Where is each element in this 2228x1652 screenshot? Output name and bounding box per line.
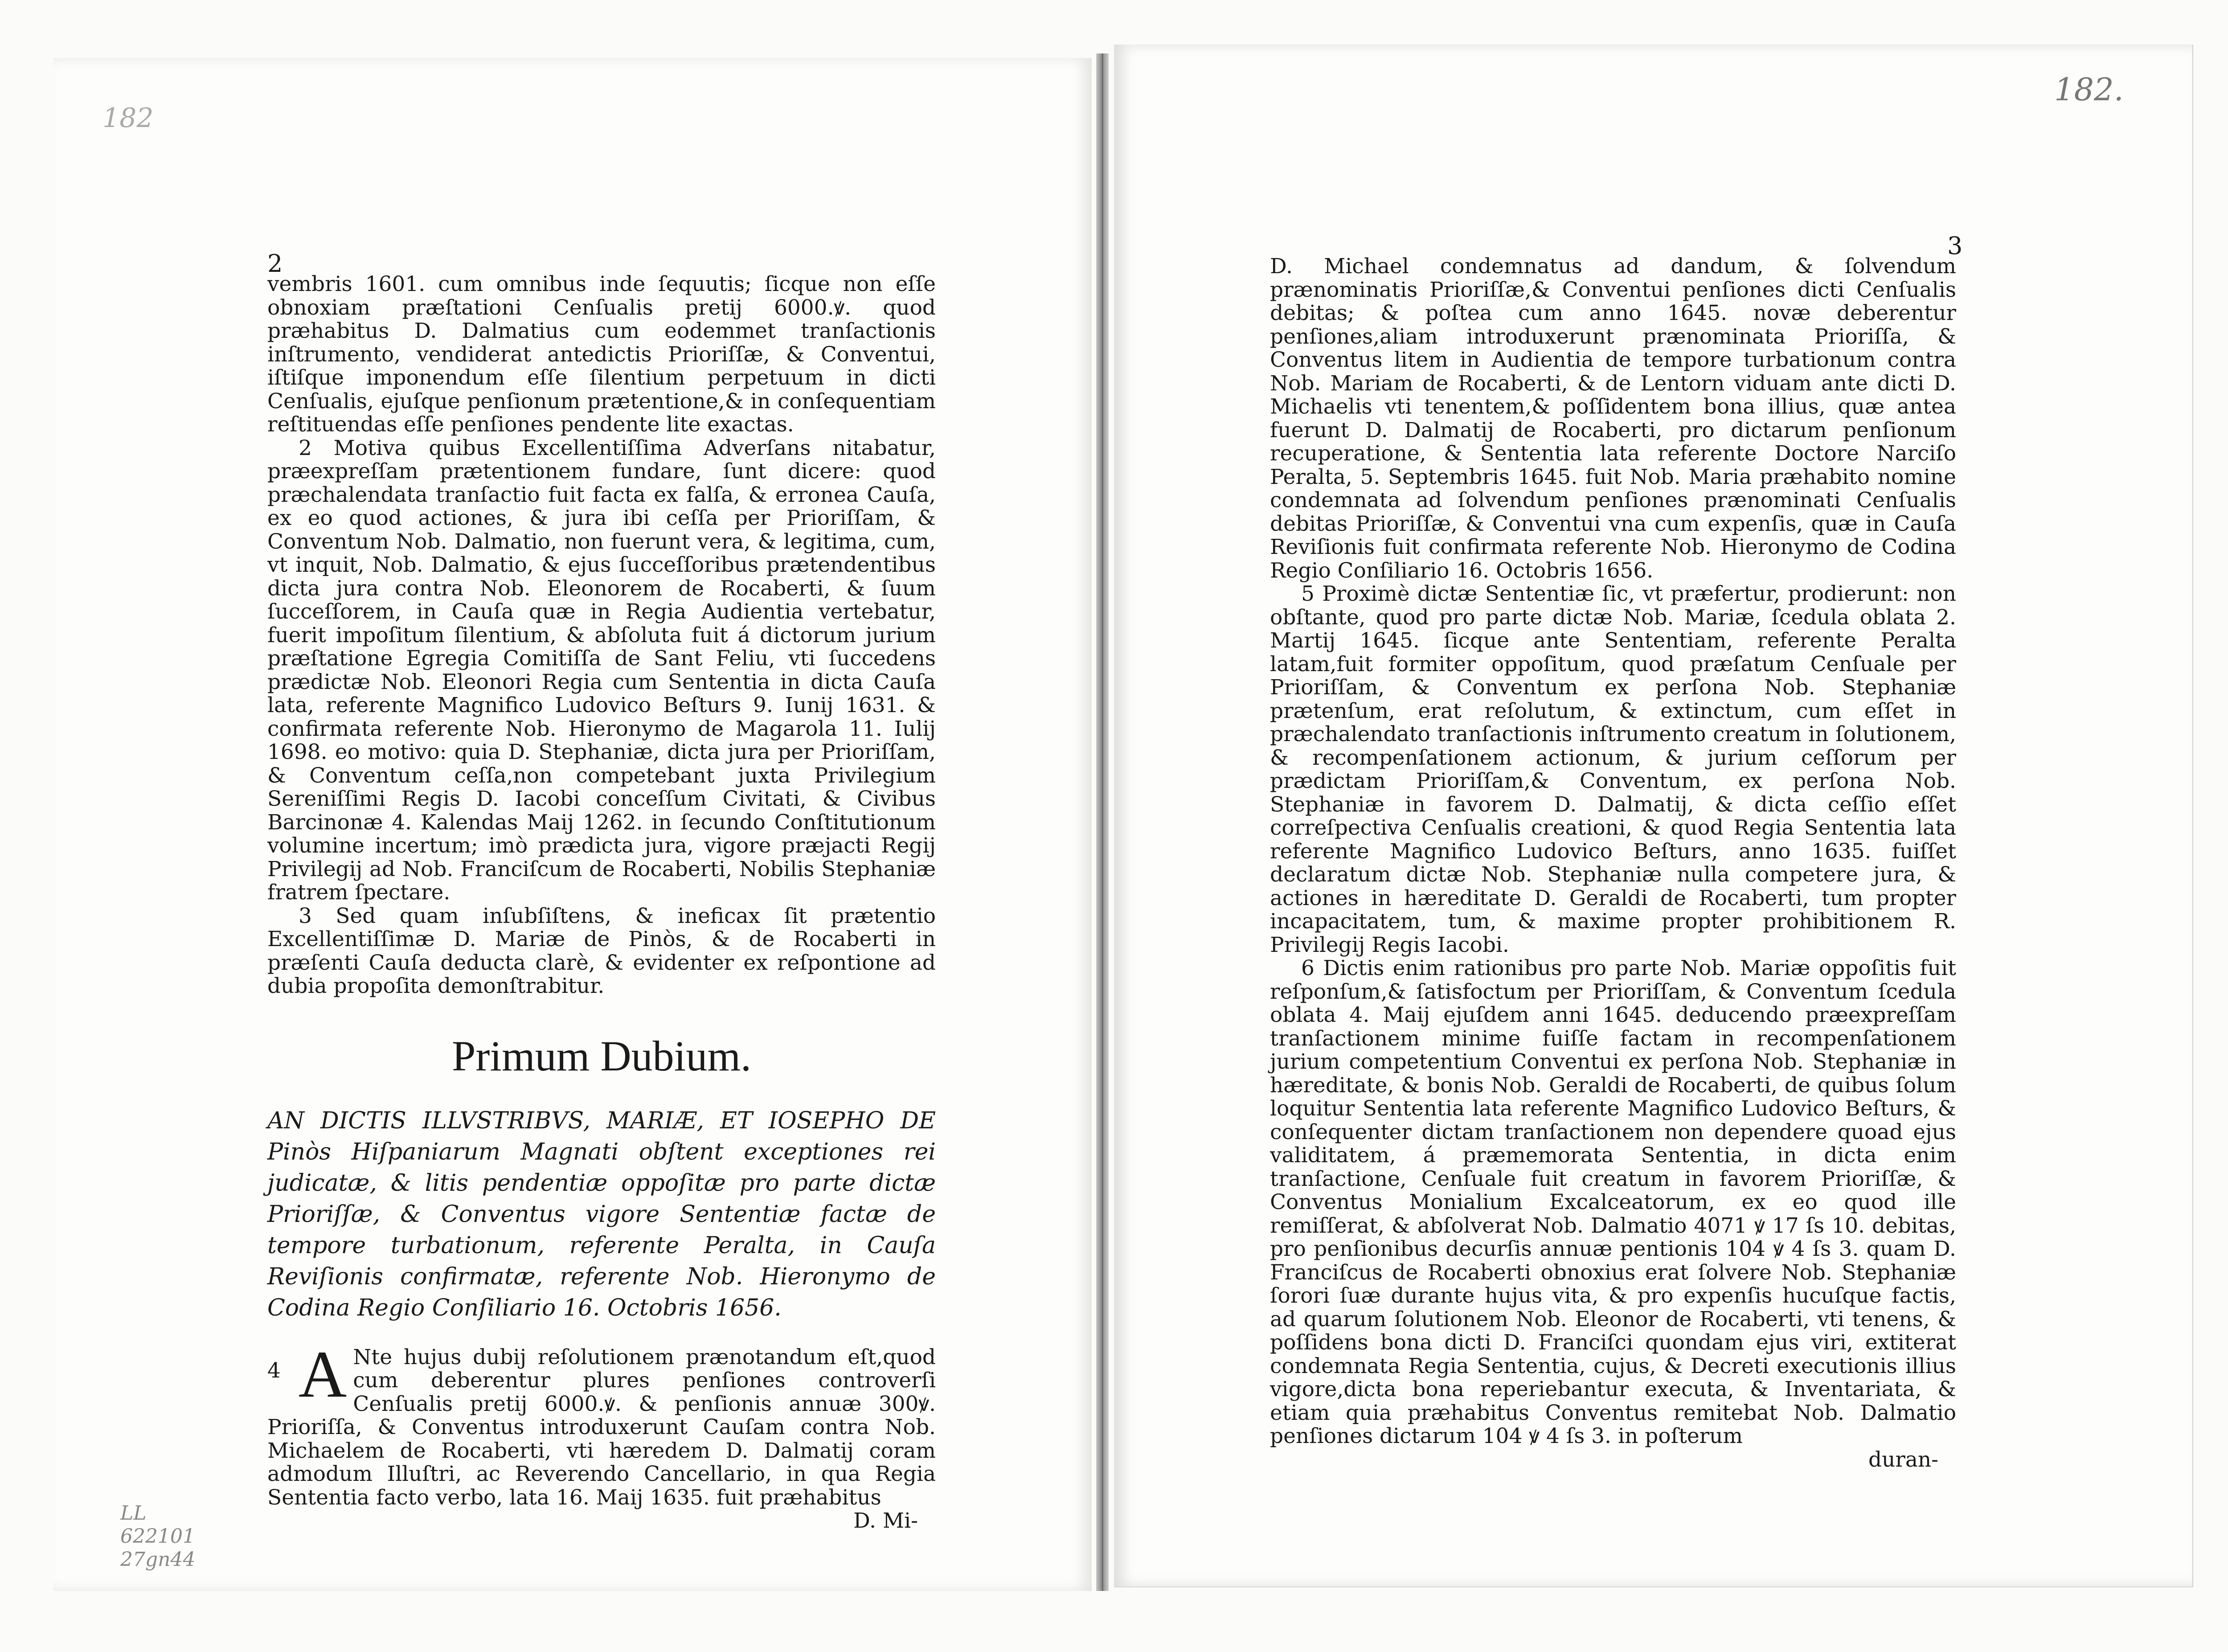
paragraph-4 (267, 1337, 936, 1510)
paragraph-1: D. Michael condemnatus ad dandum, & ſolvendum prænominatis Prioriſſæ,& Conventui penſiones dicti Cenſualis debitas; & poſtea cum anno 1645. novæ deberentur penſiones,aliam introduxerunt prænominata Prioriſſa, & Conventus litem in Audientia de tempore turbationum contra Nob. Mariam de Rocaberti, & de Lentorn viduam ante dicti D. Michaelis vti tenentem,& poſſidentem bona illius, quæ antea fuerunt D. Dalmatij de Rocaberti, pro dictarum penſionum recuperatione, & Sententia lata referente Doctore Narciſo Peralta, 5. Septembris 1645. fuit Nob. Maria præhabito nomine condemnata ad ſolvendum penſiones prænominati Cenſualis debitas Prioriſſæ, & Conventui vna cum expenſis, quæ in Cauſa Reviſionis fuit confirmata referente Nob. Hieronymo de Codina Regio Conſiliario 16. Octobris 1656. (1270, 254, 1956, 583)
paragraph-4-number: 4 (267, 1358, 281, 1383)
book-spine (1096, 53, 1109, 1591)
shelfmark-line: 27gn44 (120, 1548, 196, 1571)
paragraph-2: 2 Motiva quibus Excellentiſſima Adverſans nitabatur, præexpreſſam prætentionem fundare, ſunt dicere: quod præchalendata tranſactio fuit facta ex falſa, & erronea Cauſa, ex eo quod actiones, & jura ibi ceſſa per Prioriſſam, & Conventum Nob. Dalmatio, non fuerunt vera, & legitima, cum, vt inquit, Nob. Dalmatio, & ejus ſucceſſoribus prætendentibus dicta jura contra Nob. Eleonorem de Rocaberti, & ſuum ſucceſſorem, in Cauſa quæ in Regia Audientia vertebatur, fuerit impoſitum ſilentium, & abſoluta fuit á dictorum jurium præſtatione Egregia Comitiſſa de Sant Feliu, vti ſuccedens prædictæ Nob. Eleonori Regia cum Sententia in dicta Cauſa lata, referente Magnifico Ludovico Beſturs 9. Iunij 1631. & confirmata referente Nob. Hieronymo de Magarola 11. Iulij 1698. eo motivo: quia D. Stephaniæ, dicta jura per Prioriſſam, & Conventum ceſſa,non competebant juxta Privilegium Sereniſſimi Regis D. Iacobi conceſſum Civitati, & Civibus Barcinonæ 4. Kalendas Maij 1262. in ſecundo Conſtitutionum volumine incertum; imò prædicta jura, vigore præjacti Regij Privilegij ad Nob. Franciſcum de Rocaberti, Nobilis Stephaniæ fratrem ſpectare. (267, 435, 936, 905)
paragraph-5: 5 Proximè dictæ Sententiæ ſic, vt præfertur, prodierunt: non obſtante, quod pro parte dictæ Nob. Mariæ, ſcedula oblata 2. Martij 1645. ſicque ante Sententiam, referente Peralta latam,fuit formiter oppoſitum, quod præſatum Cenſuale per Prioriſſam, & Conventum ex perſona Nob. Stephaniæ prætenſum, erat reſolutum, & extinctum, cum eſſet in præchalendato tranſactionis inſtrumento creatum in ſolutionem, & recompenſationem actionum, & jurium ceſſorum per prædictam Prioriſſam,& Conventum, ex perſona Nob. Stephaniæ in favorem D. Dalmatij, & dicta ceſſio eſſet correſpectiva Cenſualis creationi, & quod Regia Sententia lata referente Magnifico Ludovico Beſturs, anno 1635. fuiſſet declaratum dictæ Nob. Stephaniæ nulla competere jura, & actiones in hæreditate D. Geraldi de Rocaberti, tum propter incapacitatem, tum, & maxime propter prohibitionem R. Privilegij Regis Iacobi. (1270, 582, 1956, 957)
paragraph-4-text: Nte hujus dubij reſolutionem prænotandum eſt,quod cum deberentur plures penſiones controverſi Cenſualis pretij 6000.ꝟ. & penſionis annuæ 300ꝟ. Prioriſſa, & Conventus introduxerunt Cauſam contra Nob. Michaelem de Rocaberti, vti hæredem D. Dalmatij coram admodum Illuſtri, ac Reverendo Cancellario, in qua Regia Sententia facto verbo, lata 16. Maij 1635. fuit præhabitus (267, 1345, 936, 1510)
shelfmark-line: 622101 (120, 1525, 195, 1548)
left-text-column (267, 250, 936, 1533)
catchword-left: D. Mi- (853, 1509, 918, 1533)
shelfmark-line: LL (120, 1502, 147, 1525)
paragraph-1: vembris 1601. cum omnibus inde ſequutis; ſicque non eſſe obnoxiam præſtationi Cenſualis pretij 6000.ꝟ. quod præhabitus D. Dalmatius cum eodemmet tranſactionis inſtrumento, vendiderat antedictis Prioriſſæ, & Conventui, iſtiſque imponendum eſſe ſilentium perpetuum in dicti Cenſualis, ejuſque penſionum prætentione,& in conſequentiam reſtituendas eſſe penſiones pendente lite exactas. (267, 272, 936, 437)
archive-shelfmark (120, 1502, 195, 1571)
dubium-question: AN DICTIS ILLVSTRIBVS, MARIÆ, ET IOSEPHO DE Pinòs Hiſpaniarum Magnati obſtent exceptiones rei judicatæ, & litis pendentiæ oppoſitæ pro parte dictæ Prioriſſæ, & Conventus vigore Sententiæ factæ de tempore turbationum, referente Peralta, in Cauſa Reviſionis confirmatæ, referente Nob. Hieronymo de Codina Regio Conſiliario 16. Octobris 1656. (267, 1107, 936, 1321)
paragraph-6: 6 Dictis enim rationibus pro parte Nob. Mariæ oppoſitis fuit reſponſum,& ſatisfoctum per Prioriſſam, & Conventum ſcedula oblata 4. Maij ejuſdem anni 1645. deducendo præexpreſſam tranſactionem minime fuiſſe factam in recompenſationem jurium competentium Conventui ex perſona Nob. Stephaniæ in hæreditate, & bonis Nob. Geraldi de Rocaberti, de quibus ſolum loquitur Sententia lata referente Magnifico Ludovico Beſturs, & conſequenter dictam tranſactionem non dependere quoad ejus validitatem, á præmemorata Sententia, in dicta enim tranſactione, Cenſuale fuit creatum in favorem Prioriſſæ, & Conventus Monialium Excalceatorum, ex eo quod ille remiſſerat, & abſolverat Nob. Dalmatio 4071 ꝟ 17 ſs 10. debitas, pro penſionibus decurſis annuæ pentionis 104 ꝟ 4 ſs 3. quam D. Franciſcus de Rocaberti obnoxius erat ſolvere Nob. Stephaniæ ſorori ſuæ durante hujus vita, & pro expenſis hucuſque factis, ad quarum ſolutionem Nob. Eleonor de Rocaberti, vti tenens, & poſſidens bona dicti D. Franciſci quondam ejus viri, extiterat condemnata Regia Sententia, cujus, & Decreti executionis illius vigore,dicta bona reperiebantur executa, & Inventariata, & etiam quia præhabitus Conventus remitebat Nob. Dalmatio penſiones dictarum 104 ꝟ 4 ſs 3. in poſterum (1270, 956, 1956, 1448)
page-number-left: 2 (267, 250, 283, 278)
paragraph-3: 3 Sed quam inſubſiſtens, & ineficax ſit prætentio Excellentiſſimæ D. Mariæ de Pinòs, & de Rocaberti in præſenti Cauſa deducta clarè, & evidenter ex reſpontione ad dubia propoſita demonſtrabitur. (267, 903, 936, 998)
folio-number-left: 182 (102, 102, 154, 134)
right-text-column (1270, 232, 1956, 1472)
drop-capital: A (298, 1337, 347, 1411)
folio-number-right: 182. (2054, 71, 2124, 108)
page-number-right: 3 (1947, 232, 1963, 260)
catchword-right: duran- (1868, 1447, 1938, 1472)
section-heading: Primum Dubium. (451, 1032, 752, 1080)
